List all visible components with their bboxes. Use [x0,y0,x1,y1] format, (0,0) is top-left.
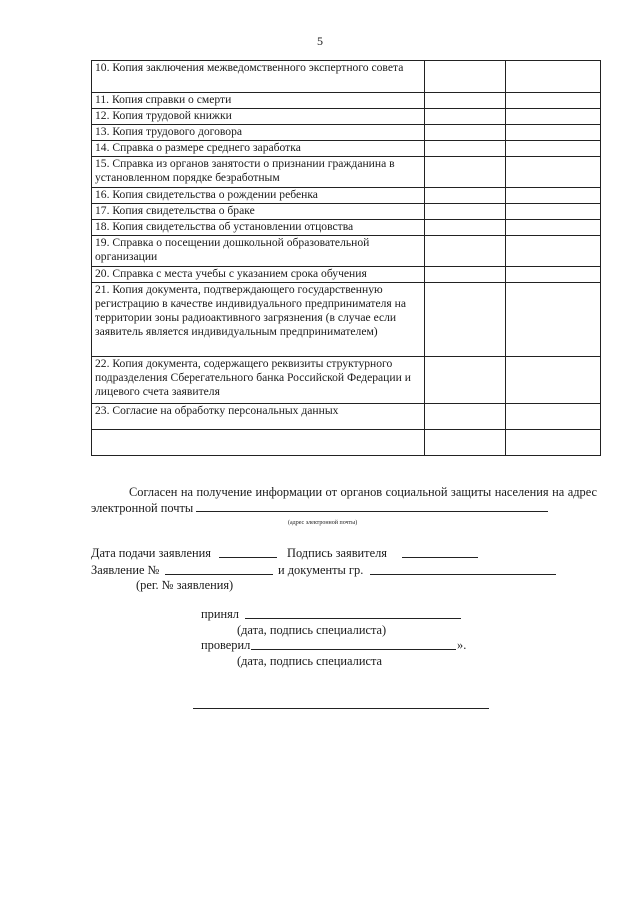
table-cell [425,236,506,267]
table-row [92,267,601,283]
document-name: 23. Согласие на обработку персональных данных [92,404,425,430]
table-cell [506,267,601,283]
table-row [92,157,601,188]
table-cell [506,93,601,109]
table-cell [506,404,601,430]
table-cell [425,357,506,404]
table-cell [506,236,601,267]
email-caption: (адрес электронной почты) [288,520,358,526]
document-name: 20. Справка с места учебы с указанием срока обучения [92,267,425,283]
document-name: 17. Копия свидетельства о браке [92,204,425,220]
checked-closing-quote: ». [457,638,467,652]
application-number-line [165,574,273,575]
table-cell [425,404,506,430]
table-row [92,109,601,125]
reg-number-caption: (рег. № заявления) [136,578,234,592]
document-name: 22. Копия документа, содержащего реквизиты структурного подразделения Сберегательного банка Российской Федерации и лицевого счета заявителя [92,357,425,404]
accepted-caption: (дата, подпись специалиста) [237,623,387,637]
table-cell [425,220,506,236]
table-row [92,61,601,93]
application-number-label: Заявление № [91,563,160,577]
table-row [92,236,601,267]
submission-date-line [219,557,277,558]
document-name: 11. Копия справки о смерти [92,93,425,109]
table-cell [425,109,506,125]
table-cell [506,61,601,93]
document-name: 12. Копия трудовой книжки [92,109,425,125]
applicant-signature-line [402,557,478,558]
table-cell [425,430,506,456]
checked-caption: (дата, подпись специалиста [237,654,383,668]
table-row [92,93,601,109]
table-row [92,404,601,430]
table-row [92,141,601,157]
email-underline [196,500,548,512]
document-name: 19. Справка о посещении дошкольной образовательной организации [92,236,425,267]
table-cell [425,267,506,283]
table-row [92,204,601,220]
citizen-name-line [370,574,556,575]
document-name: 13. Копия трудового договора [92,125,425,141]
table-cell [425,61,506,93]
documents-of-citizen-label: и документы гр. [278,563,364,577]
table-cell [506,188,601,204]
accepted-line [245,618,461,619]
document-name: 14. Справка о размере среднего заработка [92,141,425,157]
applicant-signature-label: Подпись заявителя [287,546,387,560]
table-cell [506,141,601,157]
table-cell [506,430,601,456]
table-cell [425,188,506,204]
submission-date-label: Дата подачи заявления [91,546,211,560]
table-cell [506,125,601,141]
document-name: 16. Копия свидетельства о рождении ребенка [92,188,425,204]
table-cell [506,357,601,404]
table-cell [425,283,506,357]
table-row [92,125,601,141]
table-cell [506,283,601,357]
table-row [92,283,601,357]
consent-paragraph [91,485,597,516]
table-cell [425,93,506,109]
table-cell [425,141,506,157]
checked-line [251,649,456,650]
document-name: 18. Копия свидетельства об установлении отцовства [92,220,425,236]
checked-label: проверил [201,638,251,652]
page-number: 5 [317,34,323,48]
table-row [92,220,601,236]
consent-text: Согласен на получение информации от органов социальной защиты населения на адрес электронной почты [91,485,597,515]
document-name [92,430,425,456]
table-cell [425,125,506,141]
table-cell [506,220,601,236]
table-cell [506,204,601,220]
table-cell [425,204,506,220]
table-row [92,357,601,404]
table-row [92,188,601,204]
documents-table [91,60,601,456]
document-name: 15. Справка из органов занятости о признании гражданина в установленном порядке безработным [92,157,425,188]
accepted-label: принял [201,607,239,621]
table-row [92,430,601,456]
bottom-signature-line [193,708,489,709]
document-name: 21. Копия документа, подтверждающего государственную регистрацию в качестве индивидуального предпринимателя на территории зоны радиоактивного загрязнения (в случае если заявитель является индивидуальным предпринимателем) [92,283,425,357]
table-cell [506,109,601,125]
table-cell [506,157,601,188]
table-cell [425,157,506,188]
document-name: 10. Копия заключения межведомственного экспертного совета [92,61,425,93]
